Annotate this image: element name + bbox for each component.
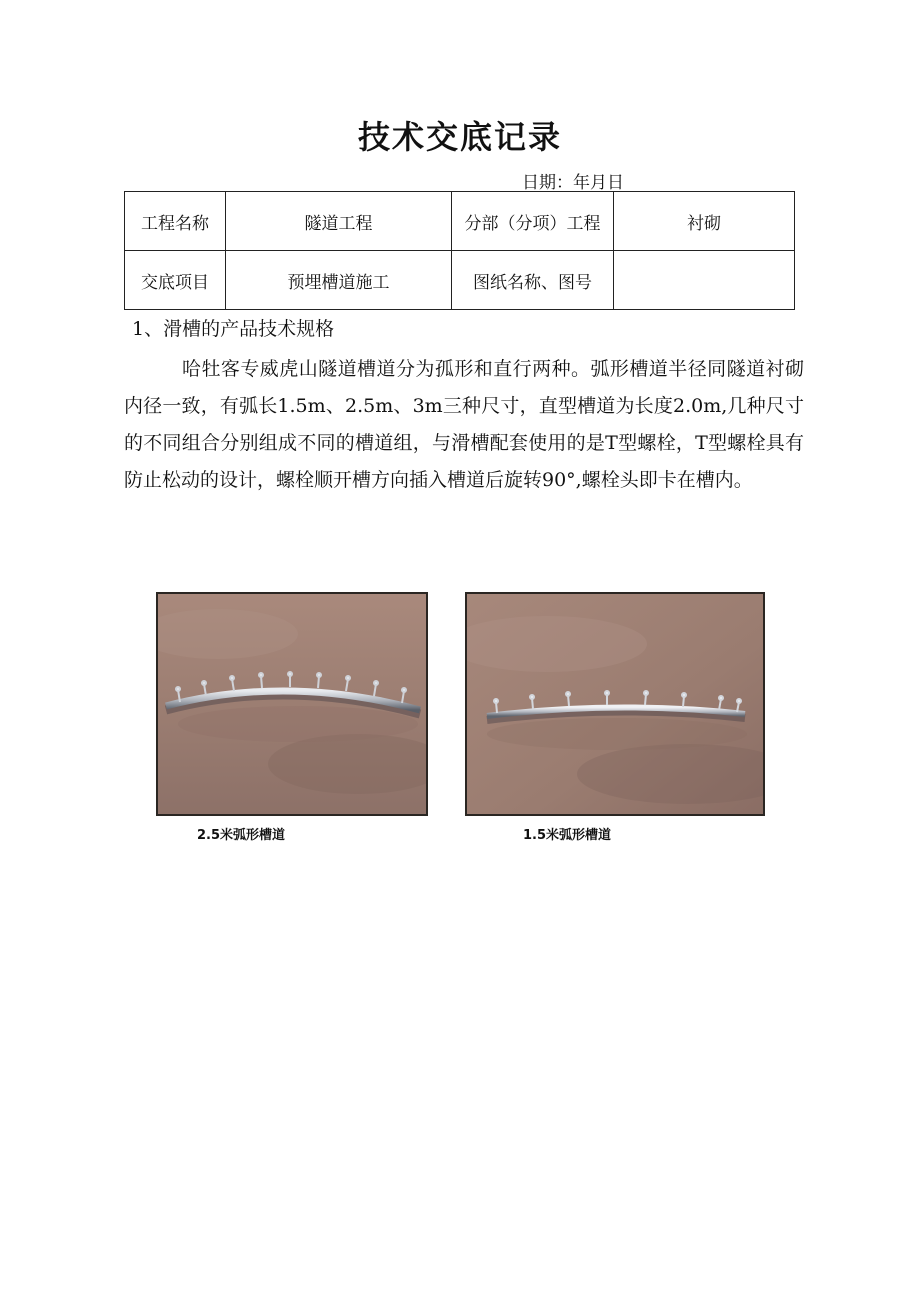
channel-photo-image — [467, 594, 763, 814]
figure-caption: 2.5米弧形槽道 — [197, 828, 286, 843]
channel-photo-image — [158, 594, 426, 814]
table-cell — [614, 251, 795, 310]
table-row — [125, 251, 795, 310]
channel-photo-2-5m — [156, 592, 428, 816]
table-cell: 衬砌 — [614, 192, 795, 251]
document-title: 技术交底记录 — [357, 118, 562, 156]
body-paragraph: 哈牡客专威虎山隧道槽道分为孤形和直行两种。弧形槽道半径同隧道衬砌内径一致，有弧长1.5m、2.5m、3m三种尺寸，直型槽道为长度2.0m,几种尺寸的不同组合分别组成不同的槽道组，与滑槽配套使用的是T型螺栓，T型螺栓具有防止松动的设计，螺栓顺开槽方向插入槽道后旋转90°,螺栓头即卡在槽内。 — [124, 358, 804, 491]
date-line: 日期：年月日 — [522, 173, 624, 193]
section-heading: 1、滑槽的产品技术规格 — [132, 318, 335, 340]
table-cell: 图纸名称、图号 — [452, 251, 614, 310]
table-cell: 交底项目 — [125, 251, 226, 310]
channel-photo-1-5m — [465, 592, 765, 816]
table-cell: 工程名称 — [125, 192, 226, 251]
table-cell: 预埋槽道施工 — [226, 251, 452, 310]
figure-caption: 1.5米弧形槽道 — [523, 828, 612, 843]
table-cell: 隧道工程 — [226, 192, 452, 251]
project-info-table — [124, 191, 795, 310]
table-cell: 分部（分项）工程 — [452, 192, 614, 251]
table-row — [125, 192, 795, 251]
